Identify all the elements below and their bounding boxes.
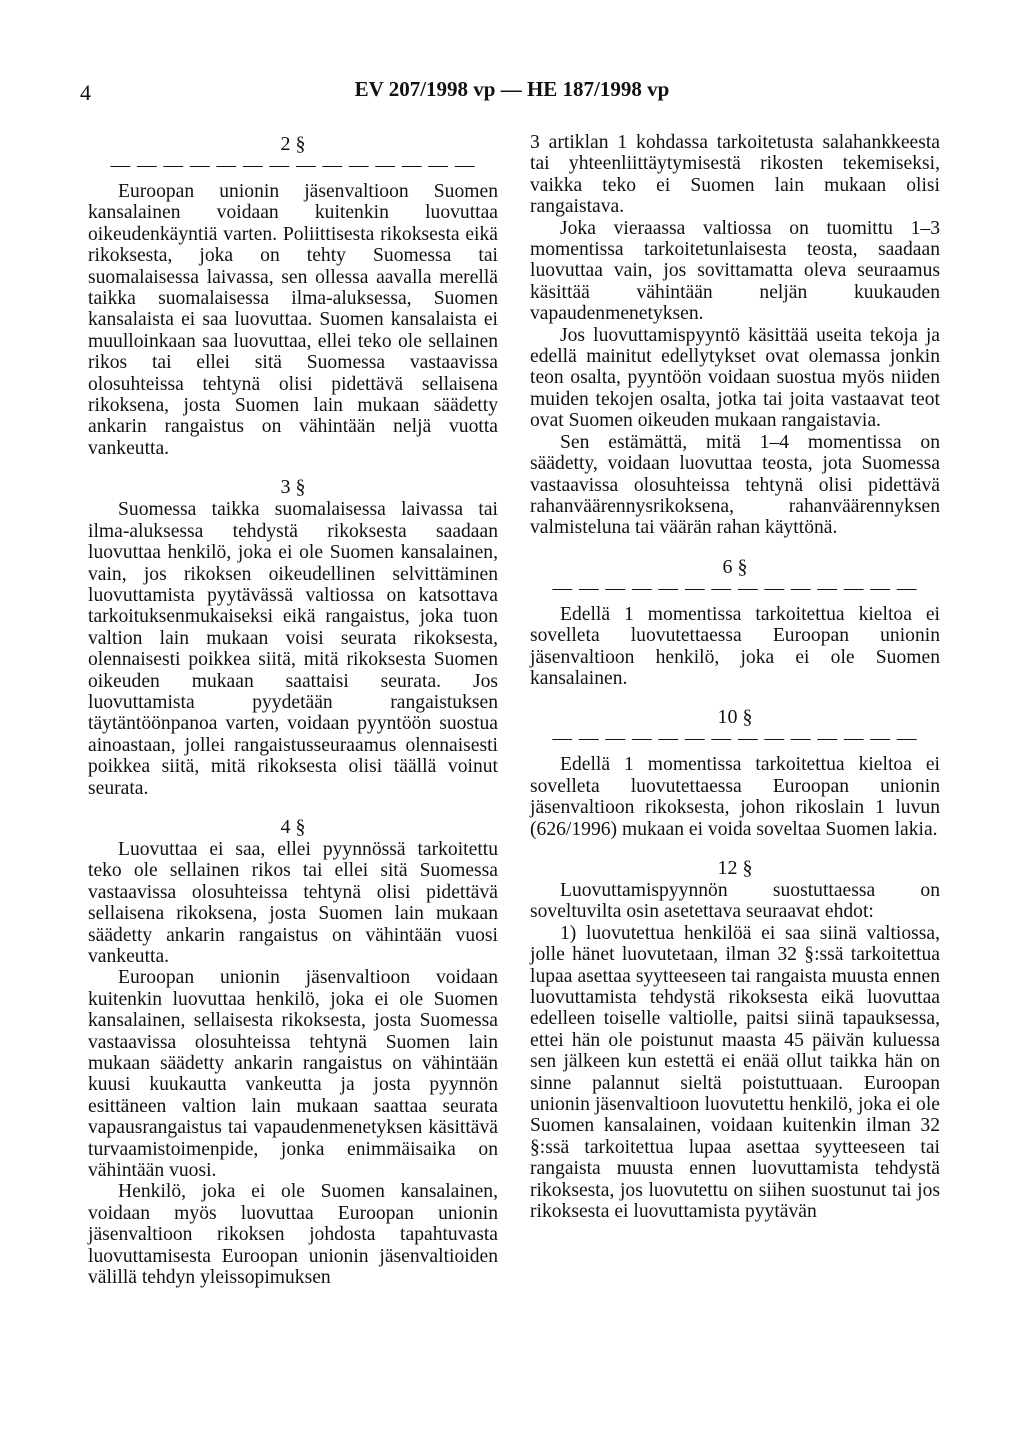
section-4-paragraph-3: Henkilö, joka ei ole Suomen kansalainen, voidaan myös luovuttaa Euroopan unionin jäsenvaltioon rikoksen johdosta tapahtuvasta luovuttamisesta Euroopan unionin jäsenvaltioiden välillä tehdyn yleissopimuksen xyxy=(88,1181,498,1289)
section-4-paragraph-2: Euroopan unionin jäsenvaltioon voidaan kuitenkin luovuttaa henkilö, joka ei ole Suomen kansalainen, sellaisesta rikoksesta, josta Suomessa vastaavissa olosuhteissa tehtynä Suomen lain mukaan säädetty ankarin rangaistus on vähintään kuusi kuukautta vankeutta ja josta pyynnön esittäneen valtion lain mukaan saattaa seurata vapausrangaistus tai vapaudenmenetyksen käsittävä turvaamistoimenpide, jonka enimmäisaika on vähintään vuosi. xyxy=(88,967,498,1182)
section-3-heading: 3 § xyxy=(280,476,306,499)
omission-dashes: — — — — — — — — — — — — — — xyxy=(552,729,918,750)
running-header: EV 207/1998 vp — HE 187/1998 vp xyxy=(354,77,670,101)
section-12-paragraph-1: Luovuttamispyynnön suostuttaessa on soveltuvilta osin asetettava seuraavat ehdot: xyxy=(530,879,940,923)
section-6-heading: 6 § xyxy=(722,555,748,578)
section-2-paragraph: Euroopan unionin jäsenvaltioon Suomen kansalainen voidaan kuitenkin luovuttaa oikeudenkäyntiä varten. Poliittisesta rikoksesta eikä rikoksesta, joka on tehty Suomessa tai suomalaisessa laivassa, sen ollessa aavalla merellä taikka suomalaisessa ilma-aluksessa, Suomen kansalaista ei saa luovuttaa. Suomen kansalaista ei muulloinkaan saa luovuttaa, ellei teko ole sellainen rikos tai ellei sitä Suomessa vastaavissa olosuhteissa tehtynä olisi pidettävä sellaisena rikoksena, josta Suomen lain mukaan säädetty ankarin rangaistus on vähintään neljä vuotta vankeutta. xyxy=(88,181,498,459)
section-3-paragraph: Suomessa taikka suomalaisessa laivassa tai ilma-aluksessa tehdystä rikoksesta saadaan luovuttaa henkilö, joka ei ole Suomen kansalainen, vain, jos rikoksen oikeudellinen selvittäminen luovuttamista pyytävässä valtiossa on katsottava tarkoituksenmukaiseksi eikä rangaistus, joka tuon valtion lain mukaan voisi seurata rikoksesta, olennaisesti poikkea siitä, mitä rikoksesta Suomen oikeuden mukaan saattaisi seurata. Jos luovuttamista pyydetään rangaistuksen täytäntöönpanoa varten, voidaan pyyntöön suostua ainoastaan, jollei rangaistusseuraamus olennaisesti poikkea siitä, mitä rikoksesta olisi täällä voinut seurata. xyxy=(88,499,498,799)
section-4-heading: 4 § xyxy=(280,815,306,838)
section-12-heading: 12 § xyxy=(717,856,753,879)
left-column xyxy=(88,132,498,1289)
section-2-heading: 2 § xyxy=(280,133,306,155)
section-4-paragraph-5: Jos luovuttamispyyntö käsittää useita tekoja ja edellä mainitut edellytykset ovat olemassa jonkin teon osalta, pyyntöön voidaan suostua myös niiden muiden tekojen osalta, jotka tai joita vastaavat teot ovat Suomen oikeuden mukaan rangaistavia. xyxy=(530,324,940,432)
section-10-paragraph: Edellä 1 momentissa tarkoitettua kieltoa ei sovelleta luovutettaessa Euroopan unionin jäsenvaltioon rikoksesta, johon rikoslain 1 luvun (626/1996) mukaan ei voida soveltaa Suomen lakia. xyxy=(530,754,940,840)
section-12-item-1: 1) luovutettua henkilöä ei saa siinä valtiossa, jolle hänet luovutetaan, ilman 32 §:ssä tarkoitettua lupaa asettaa syytteeseen tai rangaista muusta ennen luovuttamista tehdystä rikoksesta eikä luovuttaa edelleen toiselle valtiolle, paitsi siinä tapauksessa, ettei hän ole poistunut maasta 45 päivän kuluessa sen jälkeen kun estettä ei enää ollut taikka hän on sinne palannut sieltä poistuttuaan. Euroopan unionin jäsenvaltioon luovutettu henkilö, joka ei ole Suomen kansalainen, voidaan kuitenkin ilman 32 §:ssä tarkoitettua lupaa asettaa syytteeseen tai rangaista muusta ennen luovuttamista tehdystä rikoksesta, jos luovutettu on siihen suostunut tai jos rikoksesta ei luovuttamista pyytävän xyxy=(530,922,940,1223)
page-number: 4 xyxy=(80,80,91,105)
section-4-paragraph-6: Sen estämättä, mitä 1–4 momentissa on säädetty, voidaan luovuttaa teosta, jota Suomessa vastaavissa olosuhteissa tehtynä olisi pidettävä rahanväärennysrikoksena, rahanväärennyksen valmisteluna tai väärän rahan käyttönä. xyxy=(530,431,940,539)
section-4-paragraph-4: Joka vieraassa valtiossa on tuomittu 1–3 momentissa tarkoitetunlaisesta teosta, saadaan luovuttaa vain, jos sovittamatta oleva seuraamus käsittää vähintään neljän kuukauden vapaudenmenetyksen. xyxy=(530,217,940,325)
section-4-paragraph-3-continued: 3 artiklan 1 kohdassa tarkoitetusta salahankkeesta tai yhteenliittäytymisestä rikosten tekemiseksi, vaikka teko ei Suomen lain mukaan olisi rangaistava. xyxy=(530,132,940,218)
section-6-paragraph: Edellä 1 momentissa tarkoitettua kieltoa ei sovelleta luovutettaessa Euroopan unionin jäsenvaltioon henkilö, joka ei ole Suomen kansalainen. xyxy=(530,603,940,689)
section-4-paragraph-1: Luovuttaa ei saa, ellei pyynnössä tarkoitettu teko ole sellainen rikos tai ellei sitä Suomessa vastaavissa olosuhteissa tehtynä olisi pidettävä sellaisena rikoksena, josta Suomen lain mukaan säädetty ankarin rangaistus on vähintään vuosi vankeutta. xyxy=(88,838,498,967)
right-column xyxy=(530,132,940,1222)
omission-dashes: — — — — — — — — — — — — — — xyxy=(110,156,476,176)
section-10-heading: 10 § xyxy=(717,706,753,729)
omission-dashes: — — — — — — — — — — — — — — xyxy=(552,578,918,599)
